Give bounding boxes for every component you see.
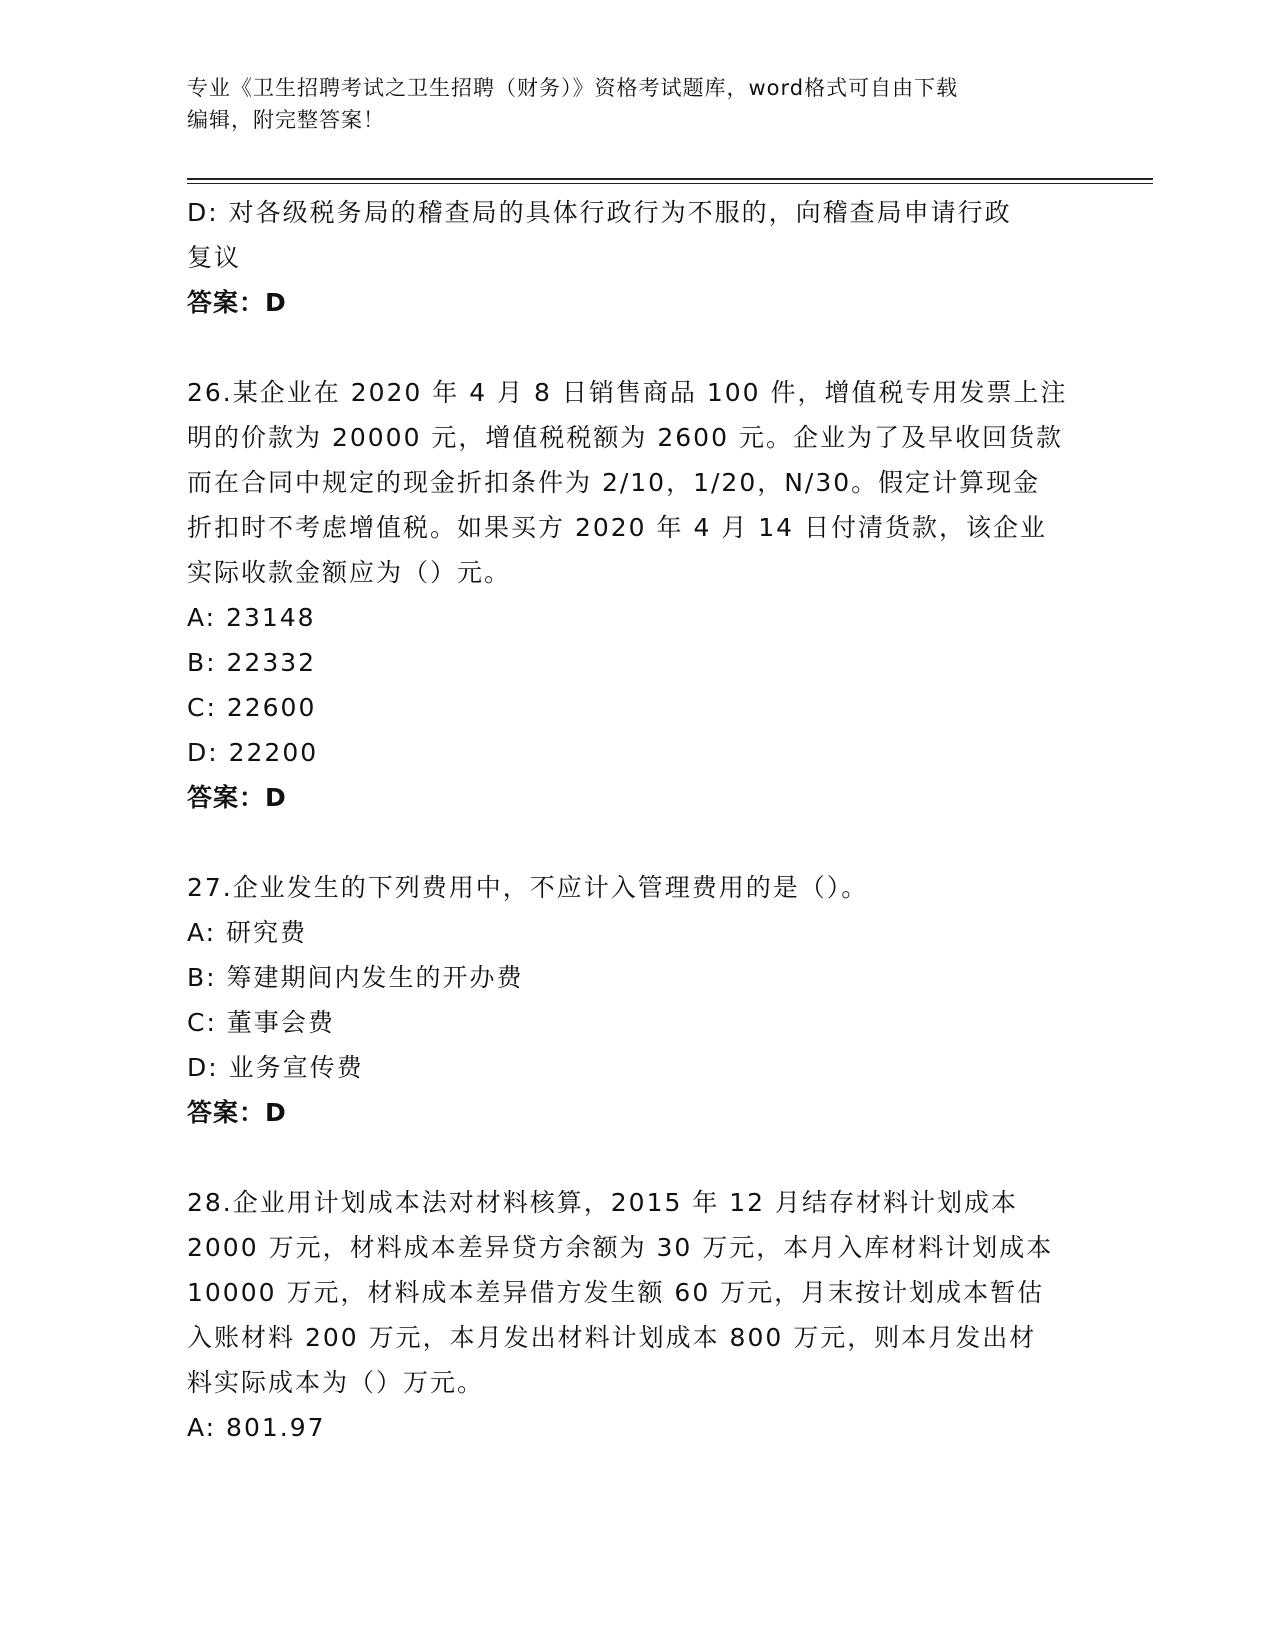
question-26 [187,370,1087,820]
header-divider-thick [187,178,1153,180]
document-body [187,190,1087,1450]
option-d: D: 22200 [187,738,319,767]
option-b: B: 22332 [187,648,317,677]
option-d-continued: 复议 [187,243,242,272]
option-d: D: 对各级税务局的稽查局的具体行政行为不服的，向稽查局申请行政 [187,198,1012,227]
option-a: A: 研究费 [187,918,308,947]
answer: 答案：D [187,1098,287,1127]
question-text-line: 入账材料 200 万元，本月发出材料计划成本 800 万元，则本月发出材 [187,1323,1037,1352]
option-a: A: 23148 [187,603,316,632]
option-b: B: 筹建期间内发生的开办费 [187,963,524,992]
answer: 答案：D [187,288,287,317]
option-c: C: 22600 [187,693,317,722]
option-c: C: 董事会费 [187,1008,335,1037]
spacer [187,325,1087,370]
header-line-1: 专业《卫生招聘考试之卫生招聘（财务）》资格考试题库，word格式可自由下载 [187,76,959,100]
question-28 [187,1180,1087,1450]
header-line-2: 编辑，附完整答案！ [187,108,385,132]
option-d: D: 业务宣传费 [187,1053,364,1082]
question-text-line: 27.企业发生的下列费用中，不应计入管理费用的是（）。 [187,873,869,902]
spacer [187,820,1087,865]
question-27 [187,865,1087,1135]
answer: 答案：D [187,783,287,812]
question-text-line: 实际收款金额应为（）元。 [187,558,512,587]
previous-question-tail [187,190,1087,325]
question-text-line: 折扣时不考虑增值税。如果买方 2020 年 4 月 14 日付清货款，该企业 [187,513,1048,542]
question-text-line: 而在合同中规定的现金折扣条件为 2/10，1/20，N/30。假定计算现金 [187,468,1041,497]
question-text-line: 2000 万元，材料成本差异贷方余额为 30 万元，本月入库材料计划成本 [187,1233,1054,1262]
spacer [187,1135,1087,1180]
page-header [187,72,1087,136]
option-a: A: 801.97 [187,1413,326,1442]
header-divider-thin [187,183,1153,184]
question-text-line: 明的价款为 20000 元，增值税税额为 2600 元。企业为了及早收回货款 [187,423,1063,452]
question-text-line: 10000 万元，材料成本差异借方发生额 60 万元，月末按计划成本暂估 [187,1278,1045,1307]
question-text-line: 料实际成本为（）万元。 [187,1368,485,1397]
question-text-line: 26.某企业在 2020 年 4 月 8 日销售商品 100 件，增值税专用发票上注 [187,378,1068,407]
question-text-line: 28.企业用计划成本法对材料核算，2015 年 12 月结存材料计划成本 [187,1188,1019,1217]
